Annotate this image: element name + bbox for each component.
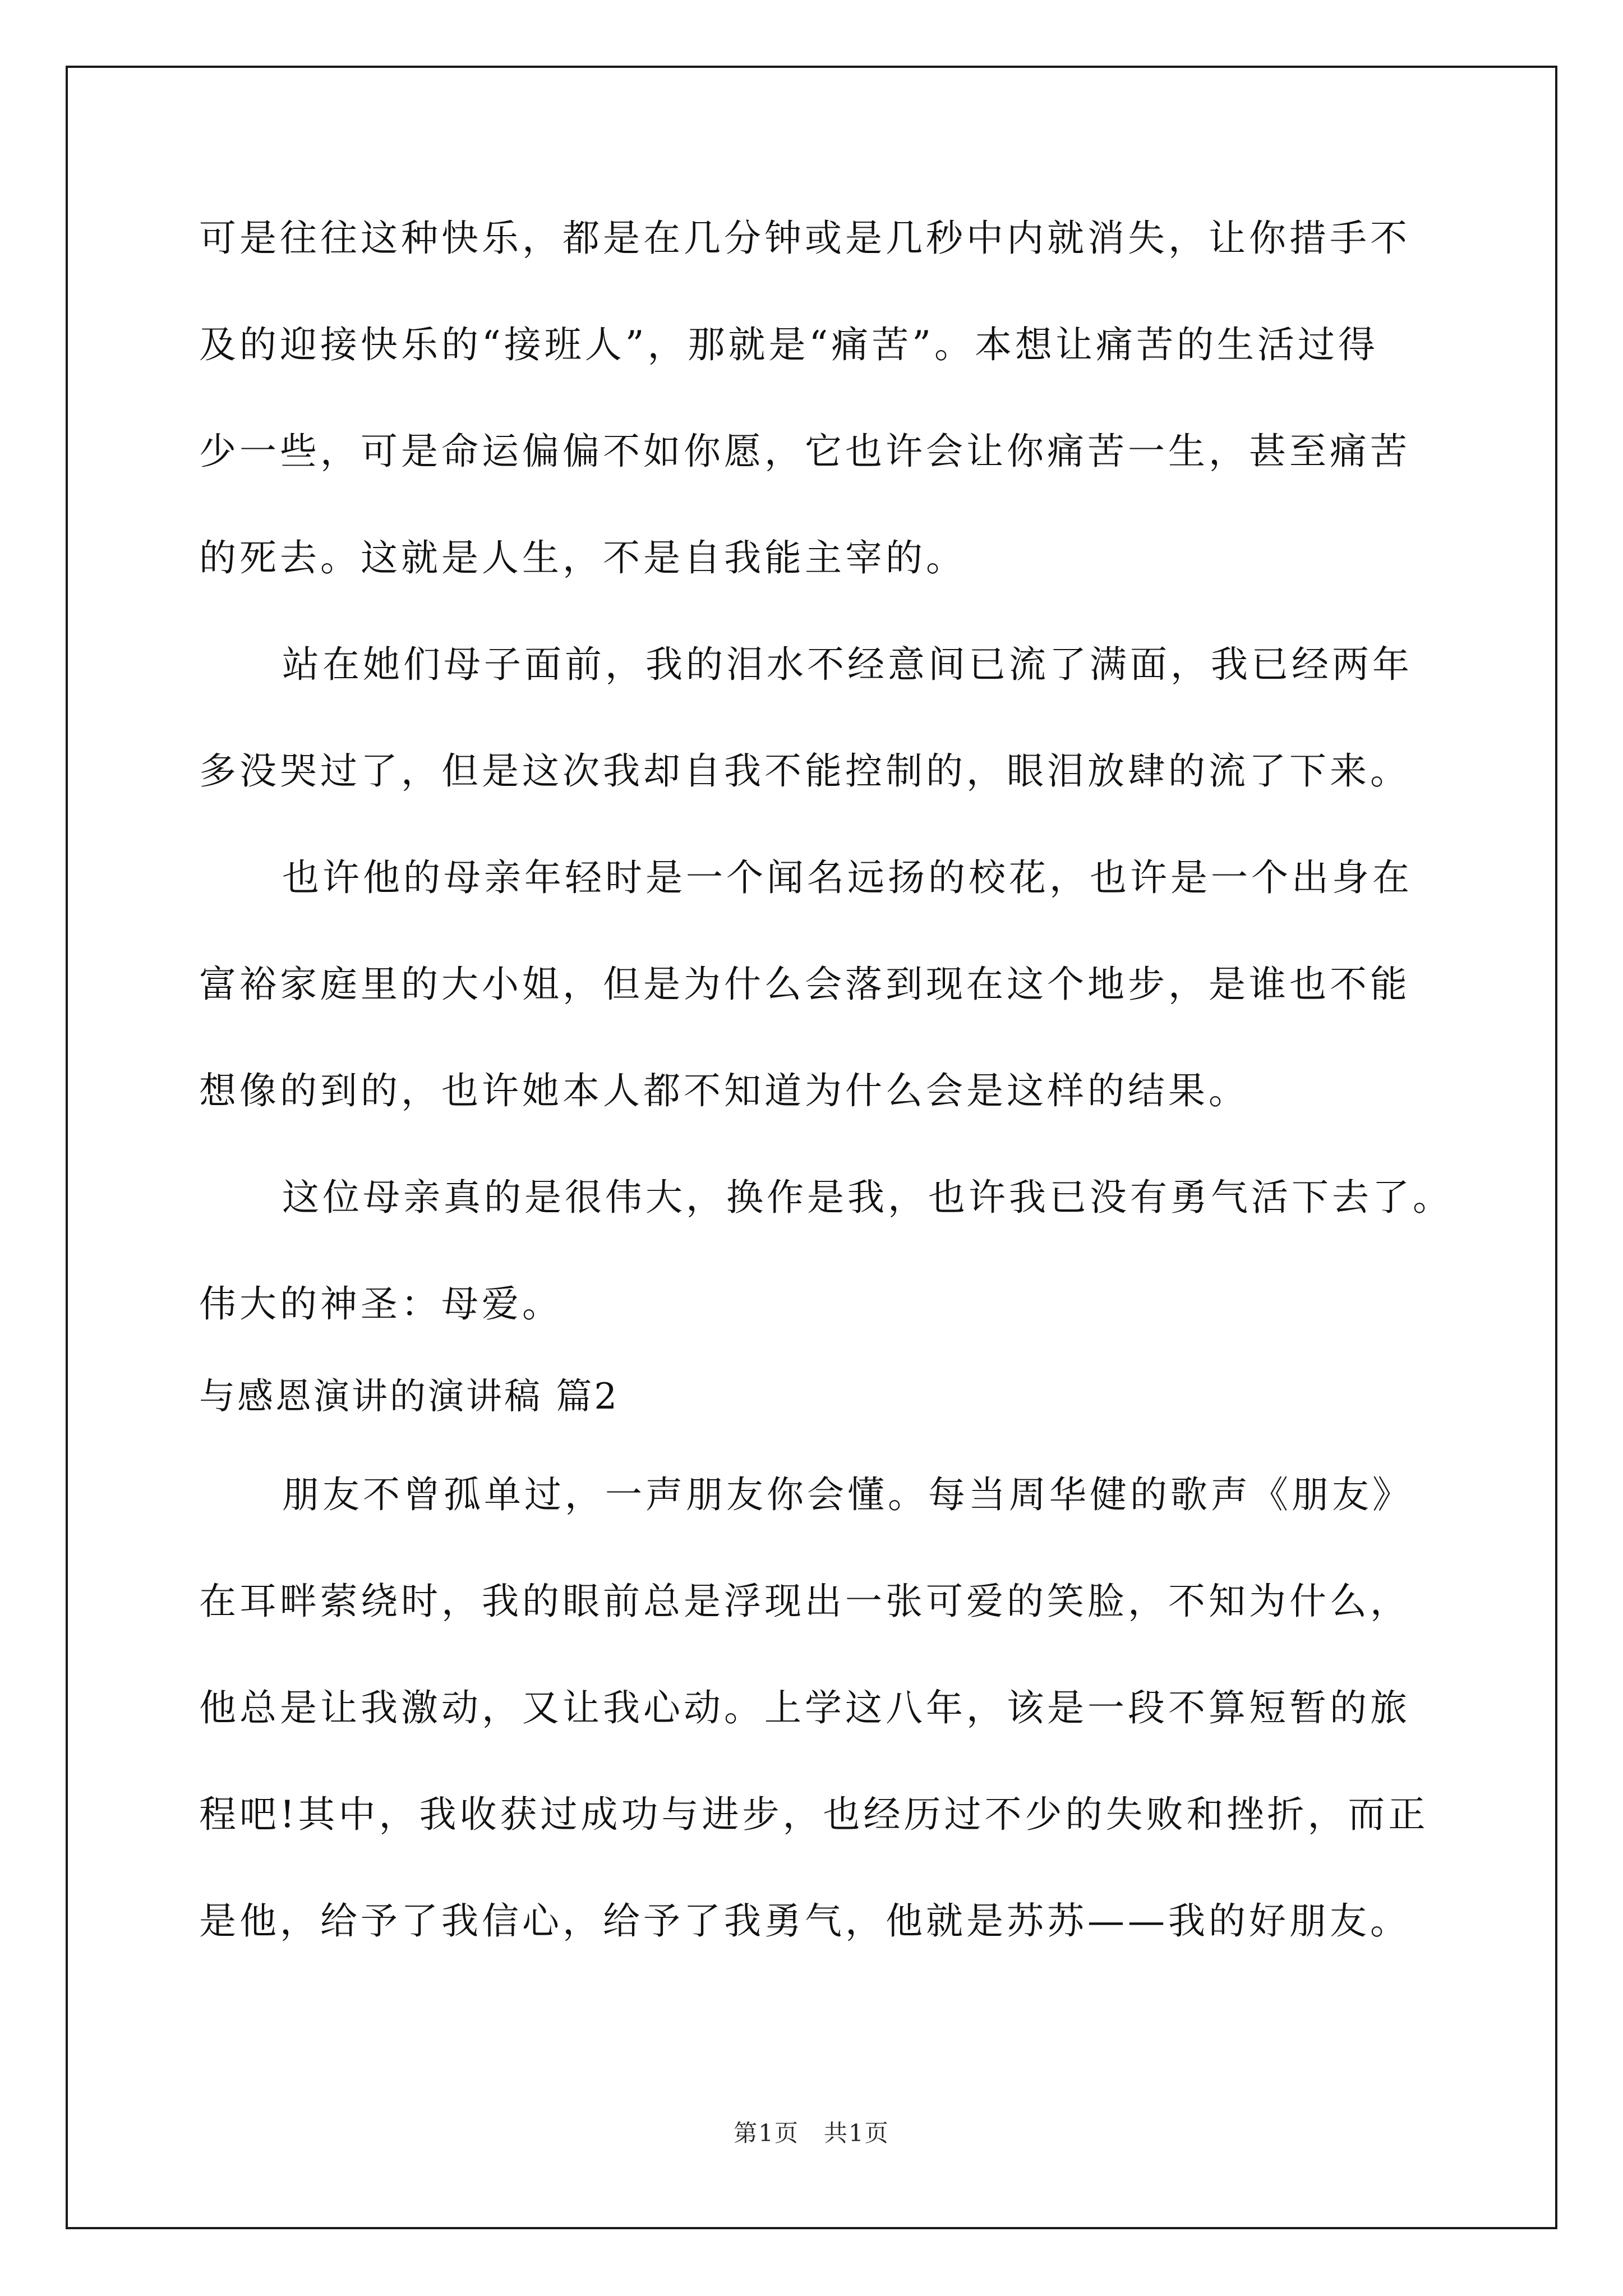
paragraph-line: 也许他的母亲年轻时是一个闻名远扬的校花，也许是一个出身在 [282, 856, 1413, 899]
paragraph-line: 站在她们母子面前，我的泪水不经意间已流了满面，我已经两年 [282, 643, 1413, 686]
paragraph-line: 这位母亲真的是很伟大，换作是我，也许我已没有勇气活下去了。 [282, 1176, 1453, 1219]
paragraph-line: 想像的到的，也许她本人都不知道为什么会是这样的结果。 [199, 1069, 1249, 1112]
paragraph-line: 是他，给予了我信心，给予了我勇气，他就是苏苏——我的好朋友。 [199, 1899, 1410, 1943]
section-heading: 与感恩演讲的演讲稿 篇2 [199, 1376, 620, 1418]
paragraph-line: 多没哭过了，但是这次我却自我不能控制的，眼泪放肆的流了下来。 [199, 749, 1410, 793]
paragraph-line: 富裕家庭里的大小姐，但是为什么会落到现在这个地步，是谁也不能 [199, 963, 1410, 1006]
paragraph-line: 朋友不曾孤单过，一声朋友你会懂。每当周华健的歌声《朋友》 [282, 1473, 1413, 1516]
paragraph-line: 少一些，可是命运偏偏不如你愿，它也许会让你痛苦一生，甚至痛苦 [199, 430, 1410, 473]
paragraph-line: 程吧!其中，我收获过成功与进步，也经历过不少的失败和挫折，而正 [199, 1793, 1429, 1836]
paragraph-line: 伟大的神圣：母爱。 [199, 1282, 562, 1326]
paragraph-line: 他总是让我激动，又让我心动。上学这八年，该是一段不算短暂的旅 [199, 1686, 1410, 1729]
paragraph-line: 在耳畔萦绕时，我的眼前总是浮现出一张可爱的笑脸，不知为什么， [199, 1580, 1410, 1623]
paragraph-line: 的死去。这就是人生，不是自我能主宰的。 [199, 536, 966, 579]
paragraph-line: 及的迎接快乐的“接班人”，那就是“痛苦”。本想让痛苦的生活过得 [199, 323, 1378, 366]
paragraph-line: 可是往往这种快乐，都是在几分钟或是几秒中内就消失，让你措手不 [199, 217, 1410, 260]
page-footer: 第1页 共1页 [734, 2119, 889, 2147]
